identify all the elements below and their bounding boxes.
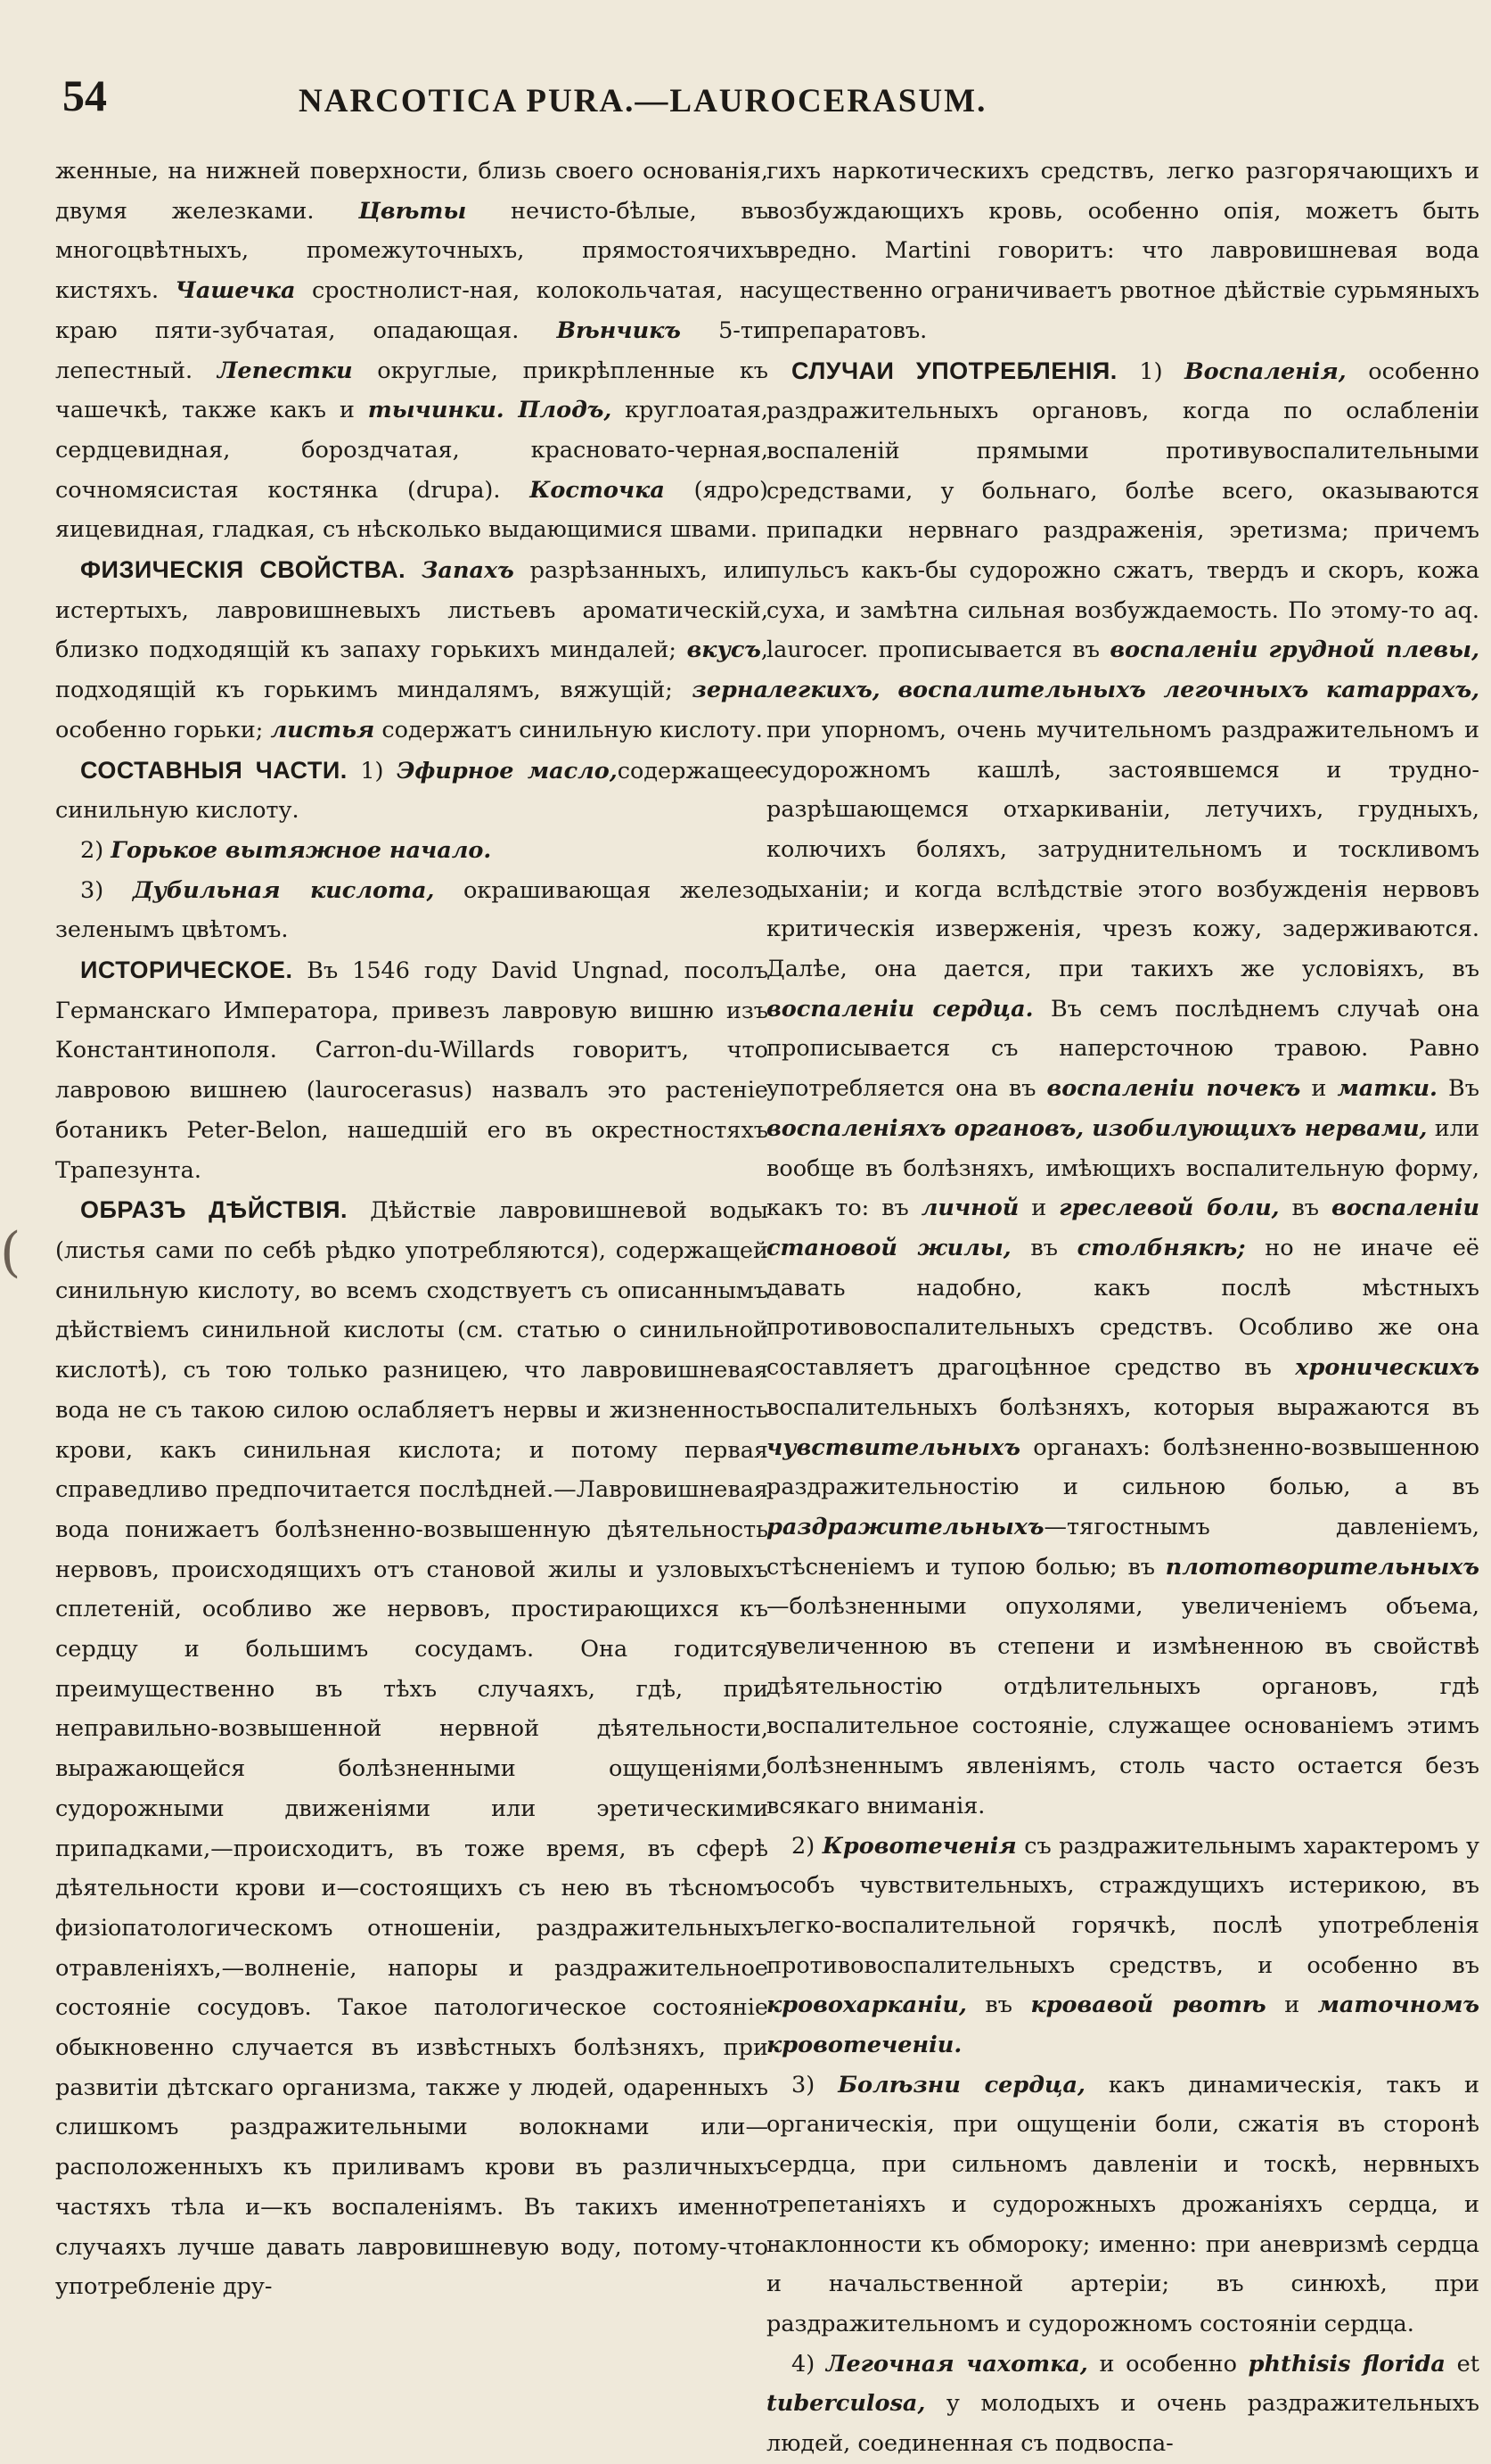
list-item: 2) Кровотеченія съ раздражительнымъ характеромъ у особъ чувствительныхъ, страждущихъ истерикою, въ легко-воспалительной горячкѣ, послѣ употребленія противовоспалительныхъ средствъ, и особенно въ кровохарканіи, въ кровавой рвотѣ и маточномъ кровотеченіи. (766, 1832, 1480, 2059)
paragraph-action: ОБРАЗЪ ДѢЙСТВІЯ. Дѣйствіе лавровишневой воды (листья сами по себѣ рѣдко употребляются), содержащей синильную кислоту, во всемъ сходствуетъ съ описаннымъ дѣйствіемъ синильной кислоты (см. статью о синильной кислотѣ), съ тою только разницею, что лавровишневая вода не съ такою силою ослабляетъ нервы и жизненность крови, какъ синильная кислота; и потому первая справедливо предпочитается послѣдней.—Лавровишневая вода понижаетъ болѣзненно-возвышенную дѣятельность нервовъ, происходящихъ отъ становой жилы и узловыхъ сплетеній, особливо же нервовъ, простирающихся къ сердцу и большимъ сосудамъ. Она годится преимущественно въ тѣхъ случаяхъ, гдѣ, при неправильно-возвышенной нервной дѣятельности, выражающейся болѣзненными ощущеніями, судорожными движеніями или эретическими припадками,—происходитъ, въ тоже время, въ сферѣ дѣятельности крови и—состоящихъ съ нею въ тѣсномъ физіопатологическомъ отношеніи, раздражительныхъ отравленіяхъ,—волненіе, напоры и раздражительное состояніе сосудовъ. Такое патологическое состояніе обыкновенно случается въ извѣстныхъ болѣзняхъ, при развитіи дѣтскаго организма, также у людей, одаренныхъ слишкомъ раздражительными волокнами или—расположенныхъ къ приливамъ крови въ различныхъ частяхъ тѣла и—къ воспаленіямъ. Въ такихъ именно случаяхъ лучше давать лавровишневую воду, потому-что употребленіе дру- (55, 1196, 768, 2301)
running-head: NARCOTICA PURA.—LAUROCERASUM. (299, 83, 987, 119)
paragraph-uses: СЛУЧАИ УПОТРЕБЛЕНІЯ. 1) Воспаленія, особенно раздражительныхъ органовъ, когда по ослабленіи воспаленій прямыми противувоспалительными средствами, у больнаго, болѣе всего, оказываются припадки нервнаго раздраженія, эретизма; причемъ пульсъ какъ-бы судорожно сжатъ, твердъ и скоръ, кожа суха, и замѣтна сильная возбуждаемость. По этому-то aq. laurocer. прописывается въ воспаленіи грудной плевы, легкихъ, воспалительныхъ легочныхъ катаррахъ, при упорномъ, очень мучительномъ раздражительномъ и судорожномъ кашлѣ, застоявшемся и трудно-разрѣшающемся отхаркиваніи, летучихъ, грудныхъ, колючихъ боляхъ, затруднительномъ и тоскливомъ дыханіи; и когда вслѣдствіе этого возбужденія нервовъ критическія изверженія, чрезъ кожу, задерживаются. Далѣе, она дается, при такихъ же условіяхъ, въ воспаленіи сердца. Въ семъ послѣднемъ случаѣ она прописывается съ наперсточною травою. Равно употребляется она въ воспаленіи почекъ и матки. Въ воспаленіяхъ органовъ, изобилующихъ нервами, или вообще въ болѣзняхъ, имѣющихъ воспалительную форму, какъ то: въ личной и греслевой боли, въ воспаленіи становой жилы, въ столбнякѣ; но не иначе её давать надобно, какъ послѣ мѣстныхъ противовоспалительныхъ средствъ. Особливо же она составляетъ драгоцѣнное средство въ хроническихъ воспалительныхъ болѣзняхъ, которыя выражаются въ чувствительныхъ органахъ: болѣзненно-возвышенною раздражительностію и сильною болью, а въ раздражительныхъ—тягостнымъ давленіемъ, стѣсненіемъ и тупою болью; въ плототворительныхъ—болѣзненными опухолями, увеличеніемъ объема, увеличенною въ степени и измѣненною въ свойствѣ дѣятельностію отдѣлительныхъ органовъ, гдѣ воспалительное состояніе, служащее основаніемъ этимъ болѣзненнымъ явленіямъ, столь часто остается безъ всякаго вниманія. (766, 357, 1480, 1819)
paragraph-components: СОСТАВНЫЯ ЧАСТИ. 1) Эфирное масло,содержащее синильную кислоту. (55, 756, 769, 825)
paragraph-physical-properties: ФИЗИЧЕСКІЯ СВОЙСТВА. Запахъ разрѣзанныхъ, или истертыхъ, лавровишневыхъ листьевъ ароматическій, близко подходящій къ запаху горькихъ миндалей; вкусъ, подходящій къ горькимъ миндалямъ, вяжущій; зерна особенно горьки; листья содержатъ синильную кислоту. (55, 556, 769, 743)
section-heading: ОБРАЗЪ ДѢЙСТВІЯ. (80, 1196, 348, 1224)
paragraph-description: женные, на нижней поверхности, близь своего основанія, двумя железками. Цвѣты нечисто-бѣлые, въ многоцвѣтныхъ, промежуточныхъ, прямостоячихъ кистяхъ. Чашечка сростнолист-ная, колокольчатая, на краю пяти-зубчатая, опадающая. Вѣнчикъ 5-ти лепестный. Лепестки округлые, прикрѣпленные къ чашечкѣ, также какъ и тычинки. Плодъ, круглоатая, сердцевидная, бороздчатая, красновато-черная, сочномясистая костянка (drupa). Косточка (ядро) яицевидная, гладкая, съ нѣсколько выдающимися швами. (55, 158, 769, 544)
section-heading: СОСТАВНЫЯ ЧАСТИ. (80, 756, 348, 784)
list-item: 2) Горькое вытяжное начало. (80, 836, 492, 864)
page-header (53, 70, 1462, 132)
section-heading: ФИЗИЧЕСКІЯ СВОЙСТВА. (80, 556, 406, 584)
list-item: 4) Легочная чахотка, и особенно phthisis florida et tuberculosa, у молодыхъ и очень раздражительныхъ людей, соединенная съ подвоспа- (766, 2350, 1480, 2458)
list-item: 3) Болѣзни сердца, какъ динамическія, такъ и органическія, при ощущеніи боли, сжатія въ сторонѣ сердца, при сильномъ давленіи и тоскѣ, нервныхъ трепетаніяхъ и судорожныхъ дрожаніяхъ сердца, и наклонности къ обмороку; именно: при аневризмѣ сердца и начальственной артеріи; въ синюхѣ, при раздражительномъ и судорожномъ состояніи сердца. (766, 2071, 1479, 2337)
section-heading: ИСТОРИЧЕСКОЕ. (80, 957, 293, 984)
section-heading: СЛУЧАИ УПОТРЕБЛЕНІЯ. (791, 357, 1118, 384)
list-item: 3) Дубильная кислота, окрашивающая железо зеленымъ цвѣтомъ. (55, 876, 769, 944)
margin-pencil-mark: ( (0, 1221, 21, 1284)
left-column (55, 152, 768, 2307)
paragraph-history: ИСТОРИЧЕСКОЕ. Въ 1546 году David Ungnad, посолъ Германскаго Императора, привезъ лавровую вишню изъ Константинополя. Carron-du-Willards говоритъ, что лавровою вишнею (laurocerasus) назвалъ это растеніе ботаникъ Peter-Belon, нашедшій его въ окрестностяхъ Трапезунта. (55, 957, 768, 1184)
page-number: 54 (62, 70, 107, 120)
paragraph-continued: гихъ наркотическихъ средствъ, легко разгорячающихъ и возбуждающихъ кровь, особенно опія, можетъ быть вредно. Martini говоритъ: что лавровишневая вода существенно ограничиваетъ рвотное дѣйствіе сурьмяныхъ препаратовъ. (766, 158, 1479, 344)
right-column (766, 152, 1479, 2464)
